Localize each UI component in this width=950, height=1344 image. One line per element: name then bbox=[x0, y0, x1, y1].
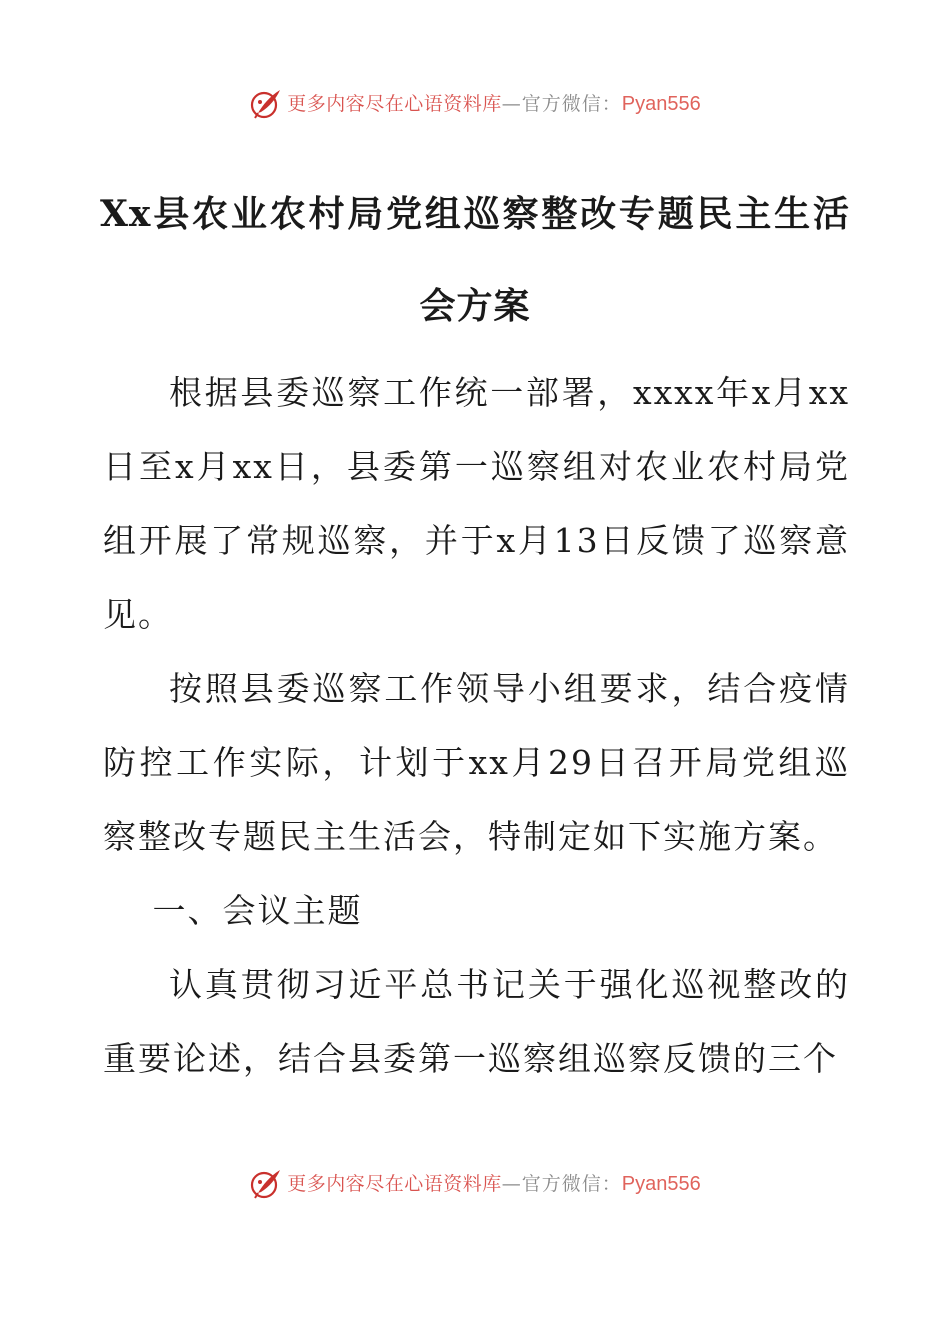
watermark-official-label: —官方微信： bbox=[501, 1173, 622, 1195]
header-watermark bbox=[0, 82, 950, 126]
paragraph-2: 按照县委巡察工作领导小组要求，结合疫情防控工作实际，计划于xx月29日召开局党组巡察整改专题民主生活会，特制定如下实施方案。 bbox=[103, 669, 850, 856]
watermark-main-text: 更多内容尽在心语资料库 bbox=[287, 1173, 502, 1195]
watermark-id: Pyan556 bbox=[621, 1173, 701, 1195]
watermark-id: Pyan556 bbox=[621, 93, 701, 115]
watermark-official-label: —官方微信： bbox=[501, 93, 622, 115]
quill-logo-icon bbox=[249, 1167, 283, 1201]
watermark-main-text: 更多内容尽在心语资料库 bbox=[287, 93, 502, 115]
section-1-paragraph: 认真贯彻习近平总书记关于强化巡视整改的重要论述，结合县委第一巡察组巡察反馈的三个 bbox=[103, 965, 850, 1078]
quill-logo-icon bbox=[249, 87, 283, 121]
section-heading-1: 一、会议主题 bbox=[152, 891, 363, 930]
paragraph-1: 根据县委巡察工作统一部署，xxxx年x月xx日至x月xx日，县委第一巡察组对农业农村局党组开展了常规巡察，并于x月13日反馈了巡察意见。 bbox=[103, 373, 850, 634]
footer-watermark bbox=[0, 1162, 950, 1206]
document-title: Xx县农业农村局党组巡察整改专题民主生活会方案 bbox=[100, 193, 850, 327]
document-body bbox=[103, 356, 850, 1096]
